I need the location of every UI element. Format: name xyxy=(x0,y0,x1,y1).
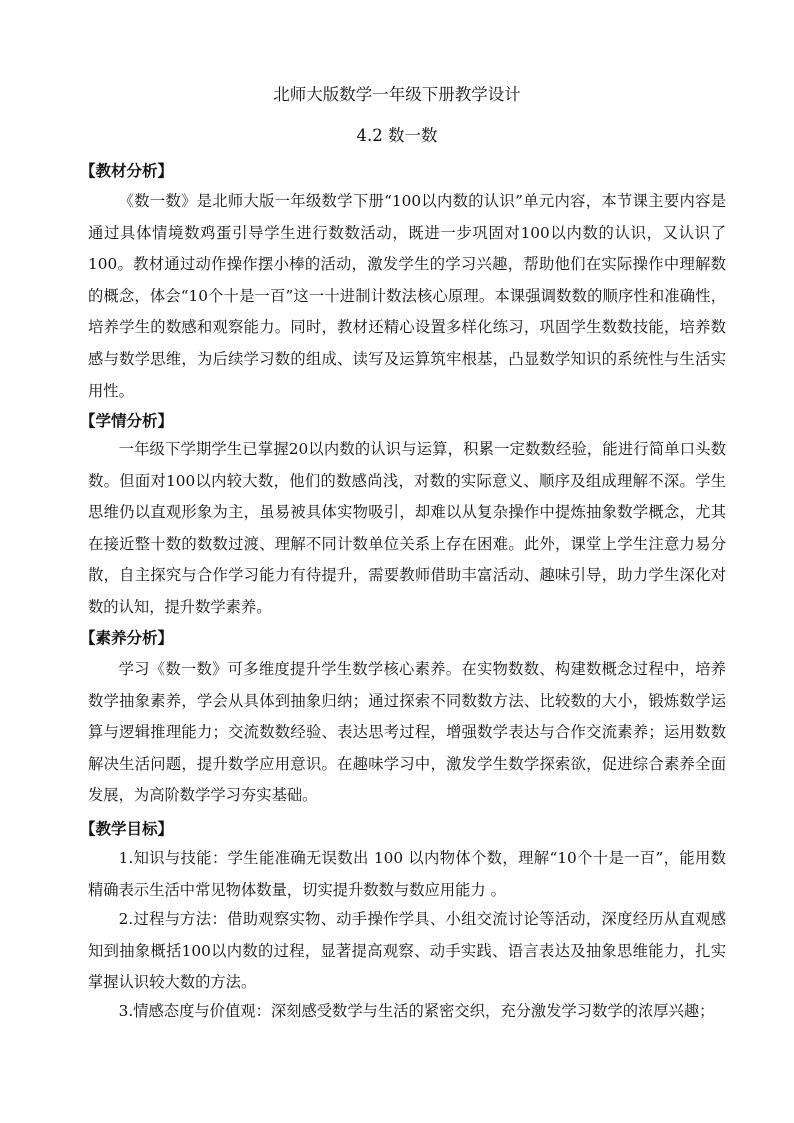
document-title: 北师大版数学一年级下册教学设计 xyxy=(273,85,521,104)
literacy-analysis-paragraph: 学习《数一数》可多维度提升学生数学核心素养。在实物数数、构建数概念过程中，培养数学抽象素养，学会从具体到抽象归纳；通过探索不同数数方法、比较数的大小，锻炼数学运算与逻辑推理能力；交流数数经验、表达思考过程，增强数学表达与合作交流素养；运用数数解决生活问题，提升数学应用意识。在趣味学习中，激发学生数学探索欲，促进综合素养全面发展，为高阶数学学习夯实基础。 xyxy=(88,660,726,805)
teaching-goal-attitude: 3.情感态度与价值观：深刻感受数学与生活的紧密交织，充分激发学习数学的浓厚兴趣； xyxy=(118,1002,715,1020)
student-analysis-paragraph: 一年级下学期学生已掌握20以内数的认识与运算，积累一定数数经验，能进行简单口头数数。但面对100以内较大数，他们的数感尚浅，对数的实际意义、顺序及组成理解不深。学生思维仍以直观形象为主，虽易被具体实物吸引，却难以从复杂操作中提炼抽象数学概念，尤其在接近整十数的数数过渡、理解不同计数单位关系上存在困难。此外，课堂上学生注意力易分散，自主探究与合作学习能力有待提升，需要教师借助丰富活动、趣味引导，助力学生深化对数的认知，提升数学素养。 xyxy=(88,440,726,616)
lesson-subtitle: 4.2 数一数 xyxy=(356,126,438,145)
literacy-analysis-heading: 【素养分析】 xyxy=(80,628,174,647)
textbook-analysis-heading: 【教材分析】 xyxy=(80,161,174,180)
teaching-goal-process: 2.过程与方法：借助观察实物、动手操作学具、小组交流讨论等活动，深度经历从直观感知到抽象概括100以内数的过程，显著提高观察、动手实践、语言表达及抽象思维能力，扎实掌握认识较大数的方法。 xyxy=(88,910,726,992)
student-analysis-heading: 【学情分析】 xyxy=(80,411,174,430)
teaching-goals-heading: 【教学目标】 xyxy=(80,819,174,838)
textbook-analysis-paragraph: 《数一数》是北师大版一年级数学下册“100以内数的认识”单元内容，本节课主要内容是通过具体情境数鸡蛋引导学生进行数数活动，既进一步巩固对100以内数的认识，又认识了100。教材通过动作操作摆小棒的活动，激发学生的学习兴趣，帮助他们在实际操作中理解数的概念，体会“10个十是一百”这一十进制计数法核心原理。本课强调数数的顺序性和准确性，培养学生的数感和观察能力。同时，教材还精心设置多样化练习，巩固学生数数技能，培养数感与数学思维，为后续学习数的组成、读写及运算筑牢根基，凸显数学知识的系统性与生活实用性。 xyxy=(88,192,726,400)
teaching-goal-knowledge: 1.知识与技能：学生能准确无误数出 100 以内物体个数，理解“10个十是一百”，能用数精确表示生活中常见物体数量，切实提升数数与数应用能力 。 xyxy=(88,849,726,899)
